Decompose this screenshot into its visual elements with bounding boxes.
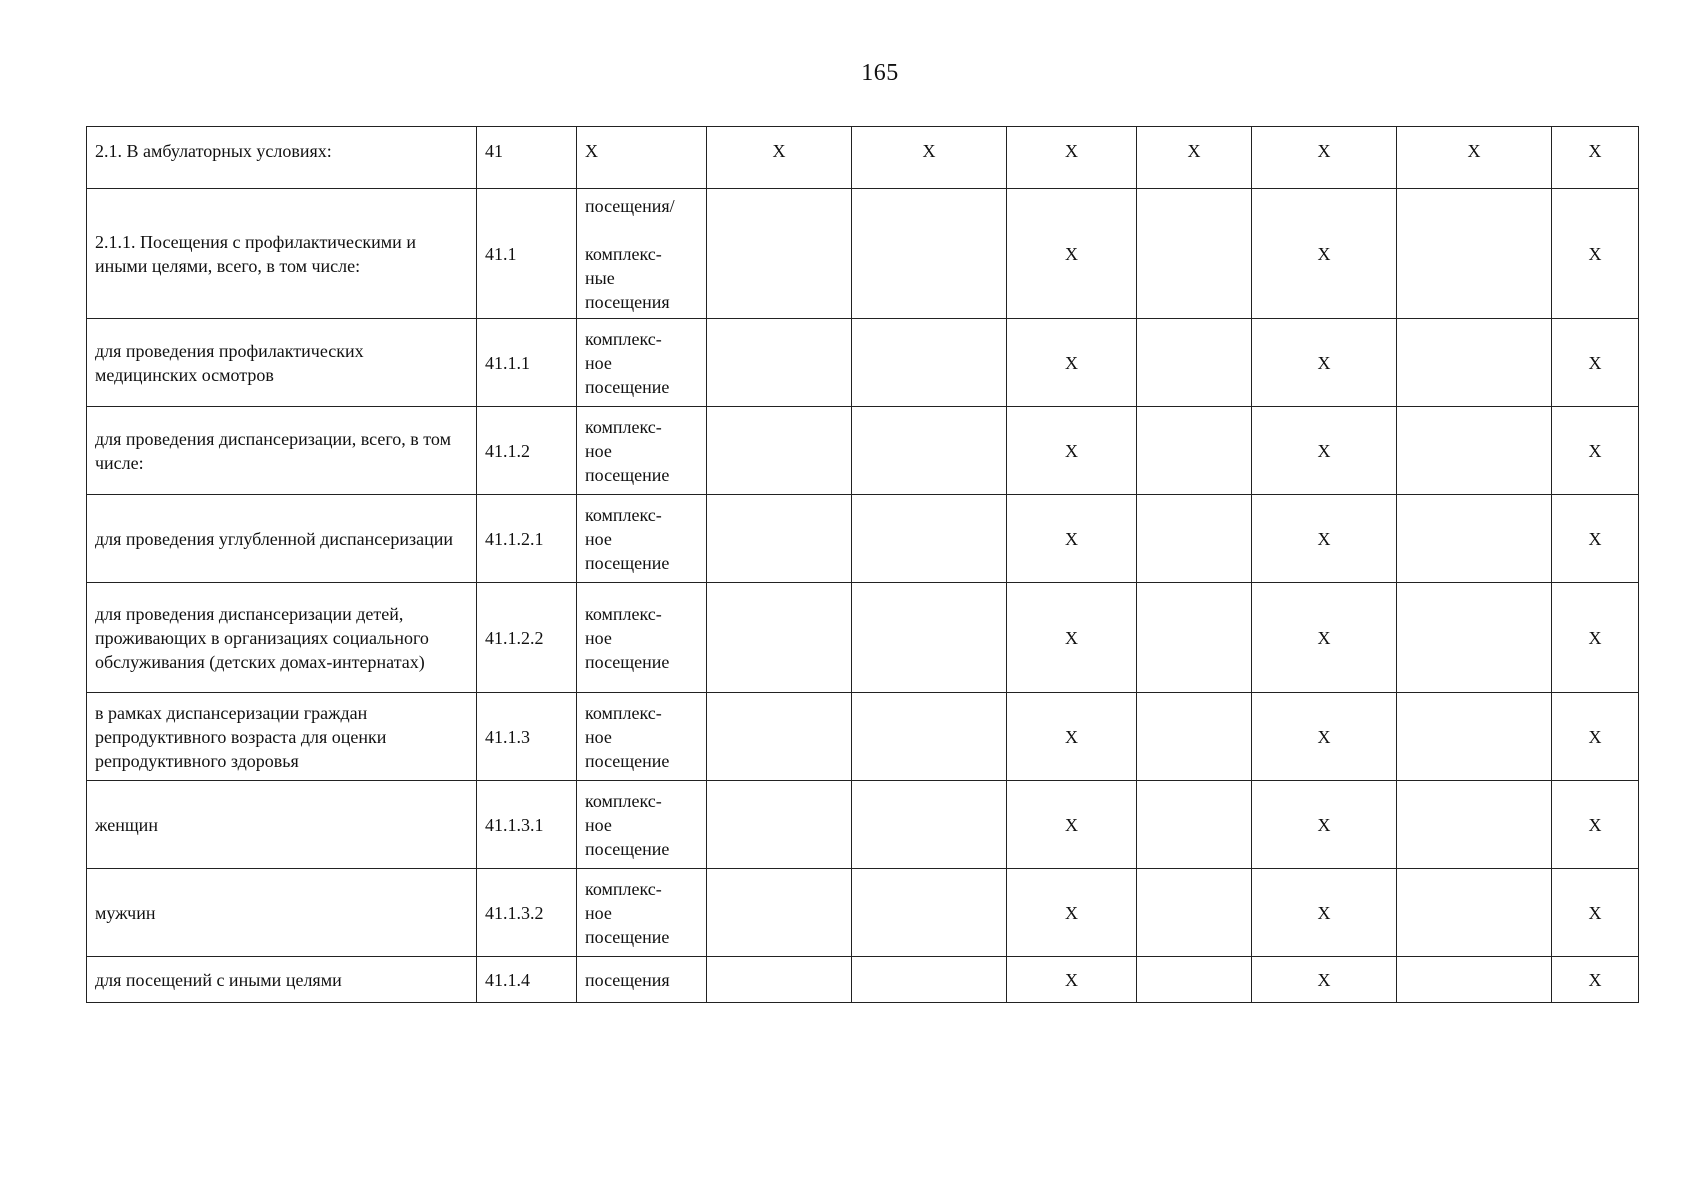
cell-col-9 — [1397, 957, 1552, 1003]
cell-col-6: X — [1007, 495, 1137, 583]
row-code: 41.1 — [477, 189, 577, 319]
cell-col-5 — [852, 781, 1007, 869]
row-code: 41.1.3.1 — [477, 781, 577, 869]
cell-col-5 — [852, 407, 1007, 495]
row-unit: комплекс- ное посещение — [577, 319, 707, 407]
cell-col-5 — [852, 957, 1007, 1003]
cell-col-8: X — [1252, 869, 1397, 957]
data-table — [86, 126, 1639, 1003]
cell-col-8: X — [1252, 693, 1397, 781]
cell-col-8: X — [1252, 407, 1397, 495]
row-unit: X — [577, 127, 707, 189]
cell-col-8: X — [1252, 319, 1397, 407]
cell-col-4 — [707, 957, 852, 1003]
cell-col-4 — [707, 495, 852, 583]
cell-col-9: X — [1397, 127, 1552, 189]
row-unit: комплекс- ное посещение — [577, 869, 707, 957]
row-code: 41.1.3 — [477, 693, 577, 781]
cell-col-6: X — [1007, 189, 1137, 319]
cell-col-9 — [1397, 693, 1552, 781]
row-unit: комплекс- ное посещение — [577, 495, 707, 583]
cell-col-6: X — [1007, 319, 1137, 407]
row-code: 41.1.2 — [477, 407, 577, 495]
cell-col-9 — [1397, 319, 1552, 407]
cell-col-8: X — [1252, 957, 1397, 1003]
table-row — [87, 583, 1639, 693]
cell-col-7 — [1137, 957, 1252, 1003]
row-unit: комплекс- ное посещение — [577, 693, 707, 781]
row-description: для проведения углубленной диспансеризации — [87, 495, 477, 583]
row-description: 2.1.1. Посещения с профилактическими и иными целями, всего, в том числе: — [87, 189, 477, 319]
cell-col-7 — [1137, 189, 1252, 319]
cell-col-10: X — [1552, 781, 1639, 869]
cell-col-10: X — [1552, 869, 1639, 957]
row-description: для проведения профилактических медицинских осмотров — [87, 319, 477, 407]
table-row — [87, 957, 1639, 1003]
cell-col-10: X — [1552, 957, 1639, 1003]
cell-col-5 — [852, 495, 1007, 583]
cell-col-5 — [852, 583, 1007, 693]
cell-col-5 — [852, 189, 1007, 319]
cell-col-4 — [707, 693, 852, 781]
cell-col-7 — [1137, 693, 1252, 781]
cell-col-8: X — [1252, 189, 1397, 319]
row-unit: посещения — [577, 957, 707, 1003]
cell-col-8: X — [1252, 495, 1397, 583]
page-number: 165 — [861, 60, 899, 86]
row-unit: комплекс- ное посещение — [577, 583, 707, 693]
row-code: 41 — [477, 127, 577, 189]
row-unit: комплекс- ное посещение — [577, 781, 707, 869]
row-code: 41.1.2.2 — [477, 583, 577, 693]
cell-col-10: X — [1552, 693, 1639, 781]
cell-col-8: X — [1252, 127, 1397, 189]
cell-col-7 — [1137, 407, 1252, 495]
row-description: 2.1. В амбулаторных условиях: — [87, 127, 477, 189]
cell-col-6: X — [1007, 869, 1137, 957]
cell-col-7 — [1137, 319, 1252, 407]
cell-col-9 — [1397, 583, 1552, 693]
cell-col-4 — [707, 189, 852, 319]
cell-col-10: X — [1552, 495, 1639, 583]
cell-col-9 — [1397, 407, 1552, 495]
cell-col-7: X — [1137, 127, 1252, 189]
cell-col-4 — [707, 781, 852, 869]
row-unit: посещения/ комплекс- ные посещения — [577, 189, 707, 319]
cell-col-6: X — [1007, 957, 1137, 1003]
cell-col-5 — [852, 319, 1007, 407]
cell-col-5: X — [852, 127, 1007, 189]
row-description: женщин — [87, 781, 477, 869]
cell-col-6: X — [1007, 781, 1137, 869]
table-row — [87, 693, 1639, 781]
table-row — [87, 189, 1639, 319]
table-row — [87, 319, 1639, 407]
table-row — [87, 407, 1639, 495]
table-row — [87, 495, 1639, 583]
cell-col-6: X — [1007, 583, 1137, 693]
cell-col-6: X — [1007, 407, 1137, 495]
cell-col-4 — [707, 319, 852, 407]
row-description: для проведения диспансеризации детей, проживающих в организациях социального обслуживания (детских домах-интернатах) — [87, 583, 477, 693]
cell-col-7 — [1137, 869, 1252, 957]
cell-col-5 — [852, 869, 1007, 957]
cell-col-8: X — [1252, 781, 1397, 869]
cell-col-4 — [707, 407, 852, 495]
cell-col-9 — [1397, 189, 1552, 319]
cell-col-8: X — [1252, 583, 1397, 693]
row-code: 41.1.3.2 — [477, 869, 577, 957]
cell-col-5 — [852, 693, 1007, 781]
cell-col-4: X — [707, 127, 852, 189]
row-description: для посещений с иными целями — [87, 957, 477, 1003]
row-description: в рамках диспансеризации граждан репродуктивного возраста для оценки репродуктивного здоровья — [87, 693, 477, 781]
row-description: для проведения диспансеризации, всего, в том числе: — [87, 407, 477, 495]
cell-col-9 — [1397, 495, 1552, 583]
table-row — [87, 869, 1639, 957]
cell-col-6: X — [1007, 127, 1137, 189]
cell-col-10: X — [1552, 319, 1639, 407]
cell-col-10: X — [1552, 407, 1639, 495]
row-description: мужчин — [87, 869, 477, 957]
row-code: 41.1.4 — [477, 957, 577, 1003]
cell-col-7 — [1137, 495, 1252, 583]
cell-col-7 — [1137, 781, 1252, 869]
cell-col-10: X — [1552, 189, 1639, 319]
cell-col-10: X — [1552, 583, 1639, 693]
row-code: 41.1.2.1 — [477, 495, 577, 583]
table-row — [87, 781, 1639, 869]
cell-col-7 — [1137, 583, 1252, 693]
row-unit: комплекс- ное посещение — [577, 407, 707, 495]
cell-col-4 — [707, 583, 852, 693]
cell-col-9 — [1397, 869, 1552, 957]
row-code: 41.1.1 — [477, 319, 577, 407]
cell-col-4 — [707, 869, 852, 957]
cell-col-6: X — [1007, 693, 1137, 781]
cell-col-10: X — [1552, 127, 1639, 189]
table-row — [87, 127, 1639, 189]
cell-col-9 — [1397, 781, 1552, 869]
